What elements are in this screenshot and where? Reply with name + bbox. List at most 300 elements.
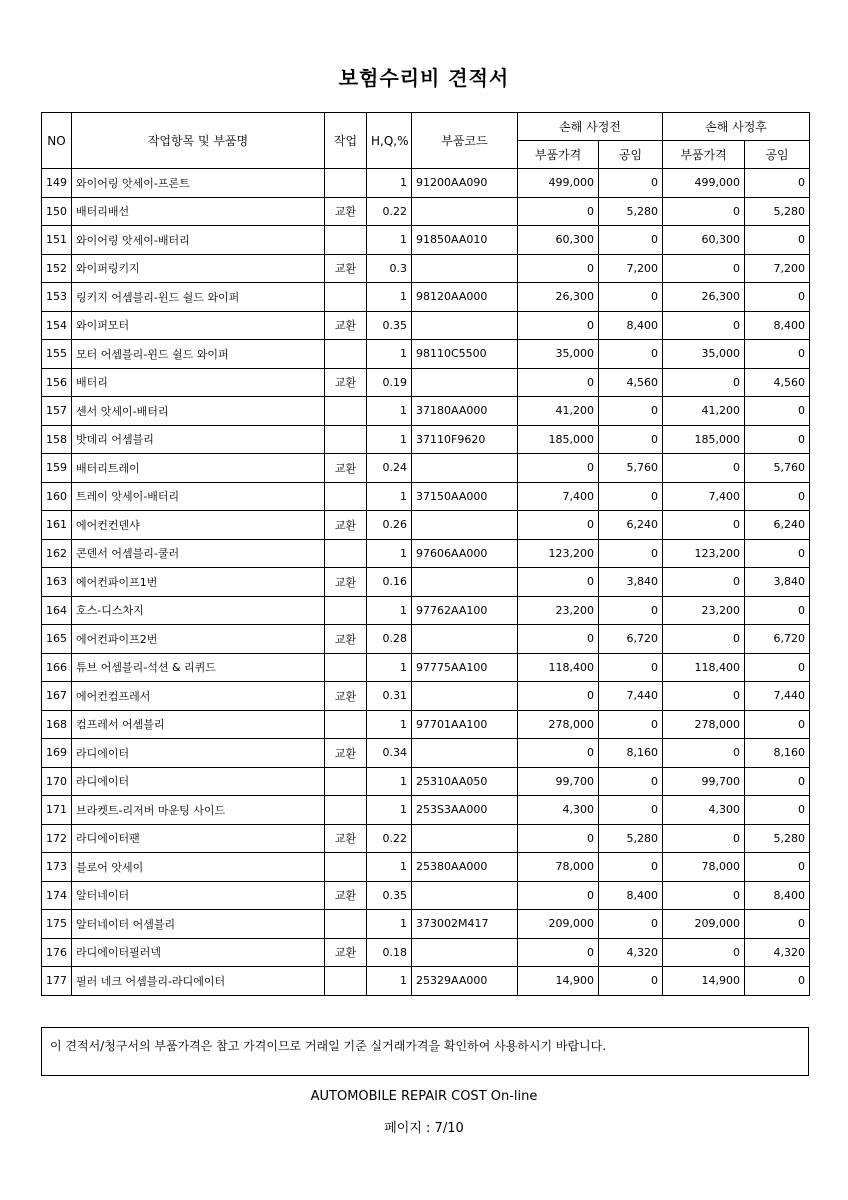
hq-value: 0.22 <box>367 197 412 226</box>
labor-before: 5,280 <box>599 824 663 853</box>
table-row <box>42 910 810 939</box>
header-part-price-after: 부품가격 <box>663 141 745 169</box>
labor-after: 0 <box>745 226 810 255</box>
part-price-before: 0 <box>518 454 599 483</box>
part-price-after: 0 <box>663 511 745 540</box>
part-price-after: 7,400 <box>663 482 745 511</box>
table-row <box>42 739 810 768</box>
work-type: 교환 <box>325 311 367 340</box>
table-row <box>42 767 810 796</box>
part-code <box>412 197 518 226</box>
work-type <box>325 226 367 255</box>
header-labor-before: 공임 <box>599 141 663 169</box>
part-code <box>412 311 518 340</box>
part-code: 98120AA000 <box>412 283 518 312</box>
work-type <box>325 283 367 312</box>
labor-after: 0 <box>745 910 810 939</box>
labor-before: 7,440 <box>599 682 663 711</box>
work-type <box>325 596 367 625</box>
hq-value: 0.18 <box>367 938 412 967</box>
part-code: 91200AA090 <box>412 169 518 198</box>
labor-before: 8,400 <box>599 881 663 910</box>
hq-value: 0.31 <box>367 682 412 711</box>
hq-value: 1 <box>367 397 412 426</box>
work-type: 교환 <box>325 824 367 853</box>
labor-before: 8,160 <box>599 739 663 768</box>
item-name: 라디에이터필러넥 <box>72 938 325 967</box>
labor-before: 0 <box>599 397 663 426</box>
table-row <box>42 397 810 426</box>
part-price-before: 41,200 <box>518 397 599 426</box>
labor-after: 0 <box>745 967 810 996</box>
hq-value: 1 <box>367 853 412 882</box>
part-code <box>412 739 518 768</box>
labor-after: 8,160 <box>745 739 810 768</box>
header-work: 작업 <box>325 113 367 169</box>
work-type <box>325 340 367 369</box>
part-code <box>412 254 518 283</box>
row-no: 153 <box>42 283 72 312</box>
item-name: 브라켓트-리저버 마운팅 사이드 <box>72 796 325 825</box>
part-price-after: 123,200 <box>663 539 745 568</box>
part-code <box>412 511 518 540</box>
part-price-before: 0 <box>518 311 599 340</box>
header-after: 손해 사정후 <box>663 113 810 141</box>
labor-before: 0 <box>599 425 663 454</box>
row-no: 158 <box>42 425 72 454</box>
part-price-after: 0 <box>663 454 745 483</box>
part-price-before: 209,000 <box>518 910 599 939</box>
work-type <box>325 853 367 882</box>
part-price-before: 14,900 <box>518 967 599 996</box>
row-no: 155 <box>42 340 72 369</box>
part-price-after: 0 <box>663 682 745 711</box>
row-no: 162 <box>42 539 72 568</box>
work-type: 교환 <box>325 682 367 711</box>
item-name: 알터네이터 <box>72 881 325 910</box>
table-row <box>42 653 810 682</box>
table-row <box>42 283 810 312</box>
labor-before: 8,400 <box>599 311 663 340</box>
part-price-after: 41,200 <box>663 397 745 426</box>
part-code: 98110C5500 <box>412 340 518 369</box>
part-price-before: 0 <box>518 254 599 283</box>
labor-after: 0 <box>745 796 810 825</box>
labor-after: 0 <box>745 425 810 454</box>
table-row <box>42 254 810 283</box>
part-price-after: 0 <box>663 197 745 226</box>
hq-value: 1 <box>367 767 412 796</box>
table-row <box>42 710 810 739</box>
labor-before: 6,720 <box>599 625 663 654</box>
part-code: 25380AA000 <box>412 853 518 882</box>
part-price-before: 0 <box>518 938 599 967</box>
work-type <box>325 425 367 454</box>
part-price-after: 278,000 <box>663 710 745 739</box>
labor-after: 0 <box>745 397 810 426</box>
work-type: 교환 <box>325 568 367 597</box>
labor-after: 0 <box>745 169 810 198</box>
part-code: 373002M417 <box>412 910 518 939</box>
work-type <box>325 967 367 996</box>
hq-value: 1 <box>367 796 412 825</box>
item-name: 배터리배선 <box>72 197 325 226</box>
row-no: 160 <box>42 482 72 511</box>
table-row <box>42 796 810 825</box>
part-code: 97701AA100 <box>412 710 518 739</box>
hq-value: 0.35 <box>367 311 412 340</box>
row-no: 152 <box>42 254 72 283</box>
labor-after: 0 <box>745 340 810 369</box>
part-price-after: 99,700 <box>663 767 745 796</box>
labor-after: 0 <box>745 853 810 882</box>
row-no: 163 <box>42 568 72 597</box>
part-price-before: 60,300 <box>518 226 599 255</box>
hq-value: 1 <box>367 539 412 568</box>
row-no: 151 <box>42 226 72 255</box>
item-name: 튜브 어셈블리-석션 & 리퀴드 <box>72 653 325 682</box>
labor-after: 6,240 <box>745 511 810 540</box>
part-price-after: 0 <box>663 311 745 340</box>
part-price-before: 118,400 <box>518 653 599 682</box>
labor-after: 0 <box>745 539 810 568</box>
header-item: 작업항목 및 부품명 <box>72 113 325 169</box>
work-type <box>325 796 367 825</box>
row-no: 149 <box>42 169 72 198</box>
labor-after: 0 <box>745 283 810 312</box>
labor-after: 7,200 <box>745 254 810 283</box>
item-name: 와이퍼링키지 <box>72 254 325 283</box>
hq-value: 0.16 <box>367 568 412 597</box>
table-row <box>42 197 810 226</box>
labor-after: 0 <box>745 653 810 682</box>
header-before: 손해 사정전 <box>518 113 663 141</box>
header-part-price-before: 부품가격 <box>518 141 599 169</box>
hq-value: 0.22 <box>367 824 412 853</box>
part-price-before: 0 <box>518 824 599 853</box>
part-price-before: 0 <box>518 739 599 768</box>
labor-before: 3,840 <box>599 568 663 597</box>
estimate-table <box>41 112 810 996</box>
part-price-after: 499,000 <box>663 169 745 198</box>
labor-before: 0 <box>599 653 663 682</box>
part-price-before: 123,200 <box>518 539 599 568</box>
work-type <box>325 482 367 511</box>
hq-value: 1 <box>367 283 412 312</box>
table-row <box>42 568 810 597</box>
part-code <box>412 682 518 711</box>
part-code: 37150AA000 <box>412 482 518 511</box>
labor-before: 0 <box>599 910 663 939</box>
row-no: 157 <box>42 397 72 426</box>
work-type: 교환 <box>325 511 367 540</box>
item-name: 링키지 어셈블리-윈드 쉴드 와이퍼 <box>72 283 325 312</box>
work-type: 교환 <box>325 739 367 768</box>
part-code: 25310AA050 <box>412 767 518 796</box>
labor-after: 4,320 <box>745 938 810 967</box>
table-row <box>42 682 810 711</box>
row-no: 167 <box>42 682 72 711</box>
table-row <box>42 853 810 882</box>
hq-value: 1 <box>367 425 412 454</box>
item-name: 블로어 앗세이 <box>72 853 325 882</box>
hq-value: 1 <box>367 169 412 198</box>
labor-after: 7,440 <box>745 682 810 711</box>
part-price-before: 99,700 <box>518 767 599 796</box>
table-row <box>42 340 810 369</box>
row-no: 159 <box>42 454 72 483</box>
labor-before: 4,320 <box>599 938 663 967</box>
work-type <box>325 710 367 739</box>
hq-value: 1 <box>367 482 412 511</box>
row-no: 172 <box>42 824 72 853</box>
labor-before: 0 <box>599 710 663 739</box>
row-no: 150 <box>42 197 72 226</box>
part-price-after: 0 <box>663 824 745 853</box>
row-no: 174 <box>42 881 72 910</box>
item-name: 알터네이터 어셈블리 <box>72 910 325 939</box>
part-price-after: 26,300 <box>663 283 745 312</box>
part-code: 97762AA100 <box>412 596 518 625</box>
part-price-after: 209,000 <box>663 910 745 939</box>
part-code: 91850AA010 <box>412 226 518 255</box>
table-row <box>42 824 810 853</box>
labor-before: 0 <box>599 967 663 996</box>
item-name: 와이어링 앗세이-배터리 <box>72 226 325 255</box>
part-price-after: 0 <box>663 938 745 967</box>
row-no: 169 <box>42 739 72 768</box>
part-price-before: 4,300 <box>518 796 599 825</box>
table-row <box>42 625 810 654</box>
hq-value: 1 <box>367 226 412 255</box>
part-price-after: 0 <box>663 254 745 283</box>
labor-after: 0 <box>745 710 810 739</box>
labor-after: 5,280 <box>745 197 810 226</box>
hq-value: 1 <box>367 340 412 369</box>
labor-before: 0 <box>599 539 663 568</box>
part-price-before: 35,000 <box>518 340 599 369</box>
part-price-before: 499,000 <box>518 169 599 198</box>
footer-text: AUTOMOBILE REPAIR COST On-line <box>310 1089 538 1104</box>
work-type <box>325 539 367 568</box>
part-code <box>412 625 518 654</box>
labor-after: 0 <box>745 596 810 625</box>
row-no: 156 <box>42 368 72 397</box>
hq-value: 1 <box>367 710 412 739</box>
row-no: 171 <box>42 796 72 825</box>
labor-after: 0 <box>745 767 810 796</box>
table-row <box>42 425 810 454</box>
page-number: 페이지 : 7/10 <box>384 1121 464 1136</box>
part-price-before: 278,000 <box>518 710 599 739</box>
work-type <box>325 653 367 682</box>
item-name: 에어컨파이프1번 <box>72 568 325 597</box>
labor-before: 0 <box>599 226 663 255</box>
table-row <box>42 311 810 340</box>
part-price-after: 185,000 <box>663 425 745 454</box>
row-no: 168 <box>42 710 72 739</box>
part-code: 37180AA000 <box>412 397 518 426</box>
item-name: 밧데리 어셈블리 <box>72 425 325 454</box>
labor-before: 0 <box>599 283 663 312</box>
part-price-after: 60,300 <box>663 226 745 255</box>
table-row <box>42 511 810 540</box>
part-code <box>412 368 518 397</box>
labor-before: 0 <box>599 482 663 511</box>
part-price-before: 0 <box>518 197 599 226</box>
hq-value: 0.35 <box>367 881 412 910</box>
row-no: 176 <box>42 938 72 967</box>
part-price-before: 23,200 <box>518 596 599 625</box>
part-price-before: 0 <box>518 881 599 910</box>
hq-value: 0.34 <box>367 739 412 768</box>
table-row <box>42 938 810 967</box>
row-no: 154 <box>42 311 72 340</box>
part-price-before: 7,400 <box>518 482 599 511</box>
part-price-after: 35,000 <box>663 340 745 369</box>
item-name: 라디에이터 <box>72 739 325 768</box>
labor-before: 0 <box>599 853 663 882</box>
hq-value: 0.19 <box>367 368 412 397</box>
labor-before: 5,280 <box>599 197 663 226</box>
table-row <box>42 596 810 625</box>
labor-before: 0 <box>599 767 663 796</box>
row-no: 175 <box>42 910 72 939</box>
labor-after: 0 <box>745 482 810 511</box>
hq-value: 0.26 <box>367 511 412 540</box>
labor-after: 8,400 <box>745 881 810 910</box>
labor-before: 0 <box>599 796 663 825</box>
row-no: 173 <box>42 853 72 882</box>
part-price-after: 4,300 <box>663 796 745 825</box>
labor-before: 6,240 <box>599 511 663 540</box>
hq-value: 0.28 <box>367 625 412 654</box>
part-price-after: 23,200 <box>663 596 745 625</box>
header-no: NO <box>42 113 72 169</box>
part-price-before: 26,300 <box>518 283 599 312</box>
row-no: 177 <box>42 967 72 996</box>
work-type: 교환 <box>325 368 367 397</box>
labor-after: 4,560 <box>745 368 810 397</box>
part-price-before: 0 <box>518 568 599 597</box>
row-no: 165 <box>42 625 72 654</box>
row-no: 170 <box>42 767 72 796</box>
part-code: 37110F9620 <box>412 425 518 454</box>
item-name: 트레이 앗세이-배터리 <box>72 482 325 511</box>
part-price-before: 0 <box>518 368 599 397</box>
document-title: 보험수리비 견적서 <box>338 66 510 90</box>
item-name: 라디에이터팬 <box>72 824 325 853</box>
part-price-after: 0 <box>663 881 745 910</box>
part-price-after: 0 <box>663 568 745 597</box>
labor-before: 0 <box>599 340 663 369</box>
part-code: 97775AA100 <box>412 653 518 682</box>
item-name: 배터리트레이 <box>72 454 325 483</box>
table-row <box>42 169 810 198</box>
hq-value: 1 <box>367 596 412 625</box>
part-code <box>412 881 518 910</box>
work-type <box>325 910 367 939</box>
hq-value: 0.24 <box>367 454 412 483</box>
hq-value: 0.3 <box>367 254 412 283</box>
table-row <box>42 368 810 397</box>
labor-before: 0 <box>599 596 663 625</box>
table-body <box>42 169 810 996</box>
item-name: 콘덴서 어셈블리-쿨러 <box>72 539 325 568</box>
part-price-after: 118,400 <box>663 653 745 682</box>
work-type <box>325 169 367 198</box>
item-name: 와이퍼모터 <box>72 311 325 340</box>
work-type: 교환 <box>325 254 367 283</box>
labor-before: 0 <box>599 169 663 198</box>
part-price-before: 0 <box>518 625 599 654</box>
part-code <box>412 454 518 483</box>
row-no: 164 <box>42 596 72 625</box>
labor-after: 8,400 <box>745 311 810 340</box>
table-row <box>42 226 810 255</box>
item-name: 라디에이터 <box>72 767 325 796</box>
work-type: 교환 <box>325 881 367 910</box>
hq-value: 1 <box>367 967 412 996</box>
hq-value: 1 <box>367 910 412 939</box>
table-row <box>42 967 810 996</box>
item-name: 에어컨파이프2번 <box>72 625 325 654</box>
part-code <box>412 938 518 967</box>
work-type <box>325 767 367 796</box>
part-price-after: 0 <box>663 625 745 654</box>
part-code: 97606AA000 <box>412 539 518 568</box>
part-price-before: 185,000 <box>518 425 599 454</box>
part-price-after: 14,900 <box>663 967 745 996</box>
part-code <box>412 824 518 853</box>
part-price-before: 78,000 <box>518 853 599 882</box>
work-type: 교환 <box>325 938 367 967</box>
table-row <box>42 881 810 910</box>
item-name: 와이어링 앗세이-프론트 <box>72 169 325 198</box>
labor-before: 7,200 <box>599 254 663 283</box>
labor-after: 6,720 <box>745 625 810 654</box>
header-hq: H,Q,% <box>367 113 412 169</box>
labor-before: 4,560 <box>599 368 663 397</box>
labor-before: 5,760 <box>599 454 663 483</box>
table-row <box>42 454 810 483</box>
work-type: 교환 <box>325 625 367 654</box>
hq-value: 1 <box>367 653 412 682</box>
work-type: 교환 <box>325 197 367 226</box>
item-name: 배터리 <box>72 368 325 397</box>
notice-box: 이 견적서/청구서의 부품가격은 참고 가격이므로 거래일 기준 실거래가격을 확인하여 사용하시기 바랍니다. <box>41 1027 809 1076</box>
item-name: 호스-디스차지 <box>72 596 325 625</box>
part-code: 253S3AA000 <box>412 796 518 825</box>
item-name: 모터 어셈블리-윈드 쉴드 와이퍼 <box>72 340 325 369</box>
labor-after: 5,280 <box>745 824 810 853</box>
item-name: 컴프레서 어셈블리 <box>72 710 325 739</box>
work-type <box>325 397 367 426</box>
item-name: 센서 앗세이-배터리 <box>72 397 325 426</box>
part-code <box>412 568 518 597</box>
part-price-after: 0 <box>663 739 745 768</box>
row-no: 166 <box>42 653 72 682</box>
header-code: 부품코드 <box>412 113 518 169</box>
item-name: 에어컨컨덴샤 <box>72 511 325 540</box>
table-row <box>42 482 810 511</box>
part-code: 25329AA000 <box>412 967 518 996</box>
part-price-before: 0 <box>518 511 599 540</box>
labor-after: 3,840 <box>745 568 810 597</box>
part-price-after: 0 <box>663 368 745 397</box>
labor-after: 5,760 <box>745 454 810 483</box>
item-name: 에어컨컴프레서 <box>72 682 325 711</box>
